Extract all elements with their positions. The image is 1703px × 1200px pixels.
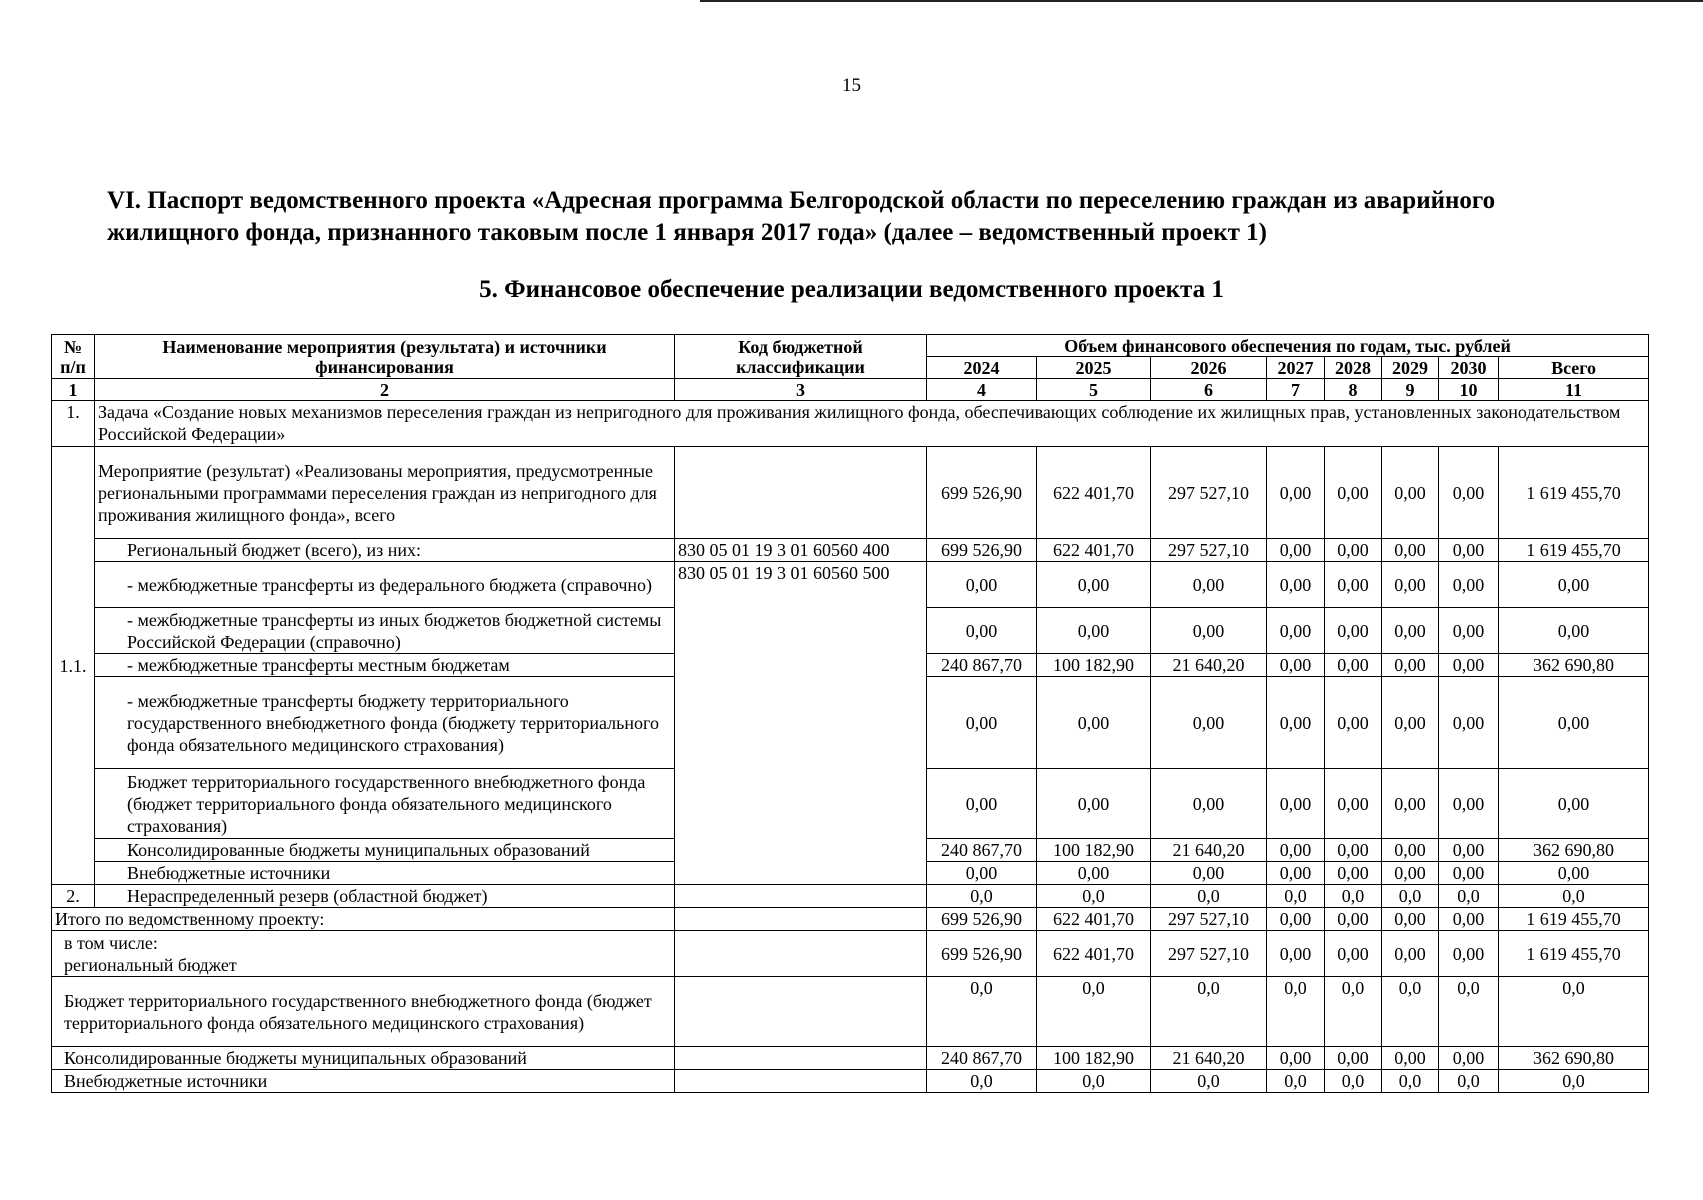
col-number: 6 — [1151, 379, 1267, 401]
cell-value: 240 867,70 — [927, 1047, 1037, 1070]
cell-value: 622 401,70 — [1037, 931, 1151, 977]
cell-value: 0,0 — [1439, 977, 1499, 1047]
cell-value: 0,0 — [1382, 977, 1439, 1047]
cell-value: 0,0 — [1325, 885, 1382, 908]
table-row — [52, 447, 1649, 539]
cell-value: 0,00 — [1382, 839, 1439, 862]
cell-value: 0,00 — [1151, 769, 1267, 839]
cell-value: 699 526,90 — [927, 447, 1037, 539]
cell-value: 0,00 — [1439, 908, 1499, 931]
cell-value: 0,00 — [1439, 539, 1499, 562]
header-year: 2024 — [927, 357, 1037, 379]
cell-value: 0,00 — [1267, 908, 1325, 931]
cell-value: 622 401,70 — [1037, 908, 1151, 931]
row-name: Внебюджетные источники — [95, 862, 675, 885]
cell-value: 0,0 — [927, 977, 1037, 1047]
cell-value: 0,00 — [1499, 677, 1649, 769]
cell-value: 0,00 — [1325, 654, 1382, 677]
cell-value: 1 619 455,70 — [1499, 539, 1649, 562]
cell-value: 699 526,90 — [927, 931, 1037, 977]
cell-value: 622 401,70 — [1037, 539, 1151, 562]
row-name: - межбюджетные трансферты бюджету территориального государственного внебюджетного фонда (бюджету территориального фонда обязательного медицинского страхования) — [95, 677, 675, 769]
cell-value: 0,00 — [1439, 608, 1499, 654]
header-volume: Объем финансового обеспечения по годам, тыс. рублей — [927, 335, 1649, 357]
cell-value: 0,00 — [927, 562, 1037, 608]
cell-value: 0,0 — [1037, 1070, 1151, 1093]
cell-value: 297 527,10 — [1151, 447, 1267, 539]
total-row — [52, 1070, 1649, 1093]
cell-value: 240 867,70 — [927, 839, 1037, 862]
cell-value: 297 527,10 — [1151, 908, 1267, 931]
header-year: 2028 — [1325, 357, 1382, 379]
cell-value: 0,00 — [1382, 654, 1439, 677]
total-row — [52, 931, 1649, 977]
row-num: 2. — [52, 885, 95, 908]
cell-value: 0,00 — [1439, 769, 1499, 839]
row-name: Бюджет территориального государственного внебюджетного фонда (бюджет территориального фонда обязательного медицинского страхования) — [52, 977, 675, 1047]
cell-value: 362 690,80 — [1499, 654, 1649, 677]
column-numbers-row — [52, 379, 1649, 401]
row-name: - межбюджетные трансферты из иных бюджетов бюджетной системы Российской Федерации (справочно) — [95, 608, 675, 654]
cell-value: 362 690,80 — [1499, 839, 1649, 862]
cell-value: 0,00 — [1439, 677, 1499, 769]
cell-value: 0,0 — [1499, 1070, 1649, 1093]
cell-value: 0,00 — [1267, 539, 1325, 562]
row-name: Региональный бюджет (всего), из них: — [95, 539, 675, 562]
cell-value: 0,00 — [1267, 839, 1325, 862]
cell-value: 1 619 455,70 — [1499, 908, 1649, 931]
cell-value: 0,00 — [927, 677, 1037, 769]
col-number: 10 — [1439, 379, 1499, 401]
cell-value: 0,0 — [1151, 885, 1267, 908]
cell-value: 0,00 — [1439, 931, 1499, 977]
cell-value: 362 690,80 — [1499, 1047, 1649, 1070]
cell-value: 0,00 — [1439, 862, 1499, 885]
cell-value: 622 401,70 — [1037, 447, 1151, 539]
total-row — [52, 977, 1649, 1047]
cell-value: 297 527,10 — [1151, 931, 1267, 977]
financing-table — [51, 334, 1649, 1093]
col-number: 2 — [95, 379, 675, 401]
cell-value: 0,00 — [1267, 1047, 1325, 1070]
cell-value: 0,00 — [1037, 608, 1151, 654]
cell-value: 0,0 — [1267, 885, 1325, 908]
cell-value: 0,00 — [1439, 562, 1499, 608]
cell-value: 0,00 — [1382, 447, 1439, 539]
section-heading: VI. Паспорт ведомственного проекта «Адресная программа Белгородской области по переселению граждан из аварийного жилищного фонда, признанного таковым после 1 января 2017 года» (далее – ведомственный проект 1) — [107, 187, 1496, 246]
cell-value: 0,00 — [1325, 769, 1382, 839]
cell-value: 0,0 — [1325, 977, 1382, 1047]
cell-value: 0,00 — [1499, 862, 1649, 885]
cell-value: 0,00 — [1499, 769, 1649, 839]
cell-value: 0,00 — [1325, 931, 1382, 977]
cell-value: 0,00 — [1037, 562, 1151, 608]
table-row — [52, 562, 1649, 608]
cell-value: 0,0 — [1382, 885, 1439, 908]
row-num: 1. — [52, 401, 95, 447]
header-year: 2026 — [1151, 357, 1267, 379]
subsection-heading: 5. Финансовое обеспечение реализации ведомственного проекта 1 — [479, 276, 1224, 303]
cell-value: 0,0 — [1499, 977, 1649, 1047]
row-code: 830 05 01 19 3 01 60560 400 — [675, 539, 927, 562]
cell-value: 0,00 — [1267, 769, 1325, 839]
row-name: Внебюджетные источники — [52, 1070, 675, 1093]
row-code — [675, 1070, 927, 1093]
cell-value: 0,00 — [1325, 539, 1382, 562]
cell-value: 0,00 — [1151, 562, 1267, 608]
row-code: 830 05 01 19 3 01 60560 500 — [675, 562, 927, 885]
cell-value: 240 867,70 — [927, 654, 1037, 677]
cell-value: 0,00 — [927, 862, 1037, 885]
cell-value: 21 640,20 — [1151, 839, 1267, 862]
cell-value: 0,00 — [1382, 931, 1439, 977]
cell-value: 0,00 — [1499, 562, 1649, 608]
cell-value: 0,00 — [1382, 608, 1439, 654]
cell-value: 0,00 — [1037, 677, 1151, 769]
cell-value: 0,00 — [1325, 862, 1382, 885]
cell-value: 100 182,90 — [1037, 1047, 1151, 1070]
cell-value: 0,00 — [1439, 1047, 1499, 1070]
cell-value: 0,00 — [1267, 654, 1325, 677]
cell-value: 100 182,90 — [1037, 654, 1151, 677]
cell-value: 0,00 — [1325, 908, 1382, 931]
reserve-row — [52, 885, 1649, 908]
cell-value: 0,00 — [1267, 608, 1325, 654]
row-name: - межбюджетные трансферты из федерального бюджета (справочно) — [95, 562, 675, 608]
row-name: Мероприятие (результат) «Реализованы мероприятия, предусмотренные региональными программами переселения граждан из непригодного для проживания жилищного фонда», всего — [95, 447, 675, 539]
row-code — [675, 885, 927, 908]
cell-value: 0,00 — [1267, 862, 1325, 885]
cell-value: 0,00 — [1382, 908, 1439, 931]
cell-value: 0,00 — [1037, 769, 1151, 839]
header-name: Наименование мероприятия (результата) и источники финансирования — [95, 335, 675, 379]
row-name: Консолидированные бюджеты муниципальных образований — [95, 839, 675, 862]
header-year: 2030 — [1439, 357, 1499, 379]
cell-value: 0,00 — [1382, 562, 1439, 608]
row-name: Консолидированные бюджеты муниципальных образований — [52, 1047, 675, 1070]
cell-value: 0,00 — [1267, 447, 1325, 539]
cell-value: 21 640,20 — [1151, 1047, 1267, 1070]
cell-value: 0,00 — [1037, 862, 1151, 885]
row-num: 1.1. — [52, 447, 95, 885]
row-code — [675, 908, 927, 931]
cell-value: 0,00 — [1382, 769, 1439, 839]
cell-value: 100 182,90 — [1037, 839, 1151, 862]
cell-value: 0,00 — [1325, 562, 1382, 608]
row-name-line: региональный бюджет — [64, 954, 237, 975]
col-number: 11 — [1499, 379, 1649, 401]
cell-value: 0,0 — [927, 1070, 1037, 1093]
cell-value: 0,00 — [1325, 677, 1382, 769]
cell-value: 0,0 — [1037, 885, 1151, 908]
cell-value: 0,00 — [1439, 447, 1499, 539]
page-number: 15 — [842, 75, 861, 96]
task-text: Задача «Создание новых механизмов переселения граждан из непригодного для проживания жилищного фонда, обеспечивающих соблюдение их жилищных прав, установленных законодательством Российской Федерации» — [95, 401, 1649, 447]
total-row — [52, 1047, 1649, 1070]
cell-value: 0,00 — [1151, 862, 1267, 885]
col-number: 5 — [1037, 379, 1151, 401]
row-name — [52, 931, 675, 977]
cell-value: 699 526,90 — [927, 539, 1037, 562]
cell-value: 0,0 — [1267, 977, 1325, 1047]
row-name-line: в том числе: — [64, 932, 158, 953]
task-row — [52, 401, 1649, 447]
cell-value: 0,0 — [1439, 885, 1499, 908]
cell-value: 21 640,20 — [1151, 654, 1267, 677]
cell-value: 0,00 — [1382, 677, 1439, 769]
cell-value: 0,00 — [1151, 608, 1267, 654]
cell-value: 297 527,10 — [1151, 539, 1267, 562]
cell-value: 0,00 — [1325, 608, 1382, 654]
header-num: № п/п — [52, 335, 95, 379]
cell-value: 0,0 — [1382, 1070, 1439, 1093]
cell-value: 0,00 — [927, 769, 1037, 839]
cell-value: 0,0 — [1151, 1070, 1267, 1093]
cell-value: 1 619 455,70 — [1499, 931, 1649, 977]
cell-value: 0,00 — [1151, 677, 1267, 769]
row-code — [675, 977, 927, 1047]
cell-value: 0,00 — [1267, 931, 1325, 977]
cell-value: 0,00 — [1325, 1047, 1382, 1070]
cell-value: 0,0 — [1151, 977, 1267, 1047]
cell-value: 0,00 — [1439, 654, 1499, 677]
cell-value: 0,0 — [1325, 1070, 1382, 1093]
cell-value: 0,00 — [1499, 608, 1649, 654]
header-total: Всего — [1499, 357, 1649, 379]
cell-value: 0,0 — [1037, 977, 1151, 1047]
cell-value: 0,00 — [1267, 677, 1325, 769]
row-name: Итого по ведомственному проекту: — [52, 908, 675, 931]
cell-value: 0,00 — [1382, 1047, 1439, 1070]
row-name: Нераспределенный резерв (областной бюджет) — [95, 885, 675, 908]
cell-value: 0,00 — [1382, 539, 1439, 562]
row-code — [675, 447, 927, 539]
col-number: 3 — [675, 379, 927, 401]
col-number: 8 — [1325, 379, 1382, 401]
total-row — [52, 908, 1649, 931]
cell-value: 0,0 — [927, 885, 1037, 908]
cell-value: 0,00 — [927, 608, 1037, 654]
col-number: 7 — [1267, 379, 1325, 401]
table-row — [52, 539, 1649, 562]
cell-value: 0,00 — [1325, 839, 1382, 862]
col-number: 1 — [52, 379, 95, 401]
col-number: 9 — [1382, 379, 1439, 401]
row-name: Бюджет территориального государственного внебюджетного фонда (бюджет территориального фонда обязательного медицинского страхования) — [95, 769, 675, 839]
cell-value: 0,0 — [1267, 1070, 1325, 1093]
cell-value: 0,00 — [1439, 839, 1499, 862]
header-year: 2029 — [1382, 357, 1439, 379]
row-name: - межбюджетные трансферты местным бюджетам — [95, 654, 675, 677]
cell-value: 1 619 455,70 — [1499, 447, 1649, 539]
row-code — [675, 1047, 927, 1070]
cell-value: 0,00 — [1382, 862, 1439, 885]
col-number: 4 — [927, 379, 1037, 401]
cell-value: 0,00 — [1267, 562, 1325, 608]
header-year: 2027 — [1267, 357, 1325, 379]
top-rule — [700, 0, 1703, 2]
header-code: Код бюджетной классификации — [675, 335, 927, 379]
cell-value: 699 526,90 — [927, 908, 1037, 931]
cell-value: 0,0 — [1439, 1070, 1499, 1093]
row-code — [675, 931, 927, 977]
header-year: 2025 — [1037, 357, 1151, 379]
cell-value: 0,0 — [1499, 885, 1649, 908]
cell-value: 0,00 — [1325, 447, 1382, 539]
